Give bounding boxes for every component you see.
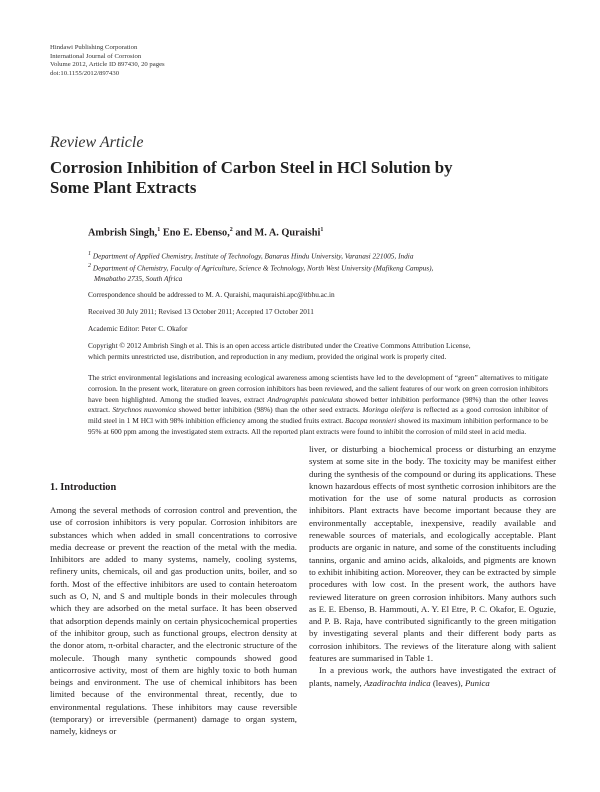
abstract-text: is reflected as a good corrosion inhibitor of mild steel in 1 M HCl with 98% inhibition efficiency among the studied fruits extract. <box>88 405 548 425</box>
abstract-species: Bacopa monnieri <box>345 416 397 425</box>
abstract <box>88 373 548 438</box>
author-list <box>88 227 323 238</box>
journal-header <box>50 44 350 78</box>
section-heading: 1. Introduction <box>50 482 117 493</box>
author-3: and M. A. Quraishi <box>232 227 321 239</box>
volume-info: Volume 2012, Article ID 897430, 20 pages <box>50 61 165 69</box>
abstract-species: Strychnos nuxvomica <box>112 405 177 415</box>
abstract-text: showed its maximum inhibition performance to be 95% at 600 ppm among the investigated stem extracts. All the reported plant extracts were found to inhibit the corrosion of mild steel in acid media. <box>88 416 548 436</box>
affiliation-1-text: Department of Applied Chemistry, Institute of Technology, Banaras Hindu University, Varanasi 221005, India <box>91 251 414 261</box>
article-dates: Received 30 July 2011; Revised 13 October 2011; Accepted 17 October 2011 <box>88 307 314 316</box>
publisher-name: Hindawi Publishing Corporation <box>50 44 138 51</box>
author-2: Eno E. Ebenso, <box>160 227 230 239</box>
paper-title <box>50 158 550 197</box>
affiliation-1-marker: 1 <box>88 251 91 257</box>
abstract-text: The strict environmental legislations and increasing ecological awareness among scientists have led to the development of “green” alternatives to mitigate corrosion. In the present work, literature on green corrosion inhibitors has been reviewed, and the salient features of our work on green corrosion inhibitors have been highlighted. Among the studied leaves, extract <box>88 373 548 404</box>
author-1-affiliation: 1 <box>157 227 161 233</box>
doi: doi:10.1155/2012/897430 <box>50 69 120 77</box>
title-line-1: Corrosion Inhibition of Carbon Steel in HCl Solution by <box>50 158 453 177</box>
correspondence: Correspondence should be addressed to M. A. Quraishi, maquraishi.apc@itbhu.ac.in <box>88 290 335 299</box>
body-column-left <box>50 504 297 738</box>
abstract-species: Andrographis paniculata <box>267 394 343 404</box>
affiliation-2 <box>88 261 558 285</box>
author-3-affiliation: 1 <box>320 227 324 233</box>
abstract-text: showed better inhibition (98%) than the other seed extracts. <box>176 405 363 415</box>
copyright-notice <box>88 341 558 363</box>
intro-text: In a previous work, the authors have investigated the extract of plants, namely, <box>309 665 556 688</box>
affiliation-2-text: Department of Chemistry, Faculty of Agriculture, Science & Technology, North West University (Mafikeng Campus), <box>91 263 434 273</box>
affiliation-2-text-cont: Mmabatho 2735, South Africa <box>94 274 183 284</box>
plant-name: Punica <box>464 677 490 688</box>
intro-text: (leaves), <box>430 677 465 688</box>
affiliation-2-marker: 2 <box>88 263 91 269</box>
copyright-line-2: which permits unrestricted use, distribution, and reproduction in any medium, provided the original work is properly cited. <box>88 351 447 361</box>
author-1: Ambrish Singh, <box>88 227 158 239</box>
intro-paragraph <box>309 664 556 689</box>
abstract-species: Moringa oleifera <box>362 405 414 415</box>
article-type: Review Article <box>50 134 144 151</box>
author-2-affiliation: 2 <box>229 227 233 233</box>
copyright-line-1: Copyright © 2012 Ambrish Singh et al. This is an open access article distributed under the Creative Commons Attribution License, <box>88 341 471 350</box>
intro-paragraph: liver, or disturbing a biochemical process or disturbing an enzyme system at some site in the body. The toxicity may be manifest either during the synthesis of the compound or during its applications. These known hazardous effects of most synthetic corrosion inhibitors are the motivation for the use of some natural products as corrosion inhibitors. Plant extracts have become important because they are environmentally acceptable, inexpensive, readily available and renewable sources of materials, and ecologically acceptable. Plant products are organic in nature, and some of the constituents including tannins, organic and amino acids, alkaloids, and pigments are known to exhibit inhibiting action. Moreover, they can be extracted by simple procedures with low cost. In the present work, the authors have reviewed literature on green corrosion inhibitors. Many authors such as E. E. Ebenso, B. Hammouti, A. Y. El Etre, P. C. Okafor, E. Oguzie, and P. B. Raja, have contributed significantly to the green mitigation by investigating several plants and their different body parts as corrosion inhibitors. The reviews of the literature along with salient features are summarised in Table 1. <box>309 444 556 664</box>
intro-paragraph: Among the several methods of corrosion control and prevention, the use of corrosion inhibitors is very popular. Corrosion inhibitors are substances which when added in small concentrations to corrosive media decrease or prevent the reaction of the metal with the media. Inhibitors are added to many systems, namely, cooling systems, refinery units, chemicals, oil and gas production units, boiler, and so forth. Most of the effective inhibitors are used to contain heteroatom such as O, N, and S and multiple bonds in their molecules through which they are adsorbed on the metal surface. It has been observed that adsorption depends mainly on certain physicochemical properties of the inhibitor group, such as functional groups, electron density at the donor atom, π-orbital character, and the electronic structure of the molecule. Though many synthetic compounds showed good anticorrosive activity, most of them are highly toxic to both human beings and environment. The use of chemical inhibitors has been limited because of the environmental threat, recently, due to environmental regulations. These inhibitors may cause reversible (temporary) or irreversible (permanent) damage to organ system, namely, kidneys or <box>50 505 297 737</box>
title-line-2: Some Plant Extracts <box>50 177 197 197</box>
body-column-right <box>309 443 556 689</box>
journal-name: International Journal of Corrosion <box>50 52 142 60</box>
academic-editor: Academic Editor: Peter C. Okafor <box>88 324 188 333</box>
plant-name: Azadirachta indica <box>363 677 431 688</box>
abstract-text: showed better inhibition performance (98%) than the other leaves extract. <box>88 394 548 415</box>
